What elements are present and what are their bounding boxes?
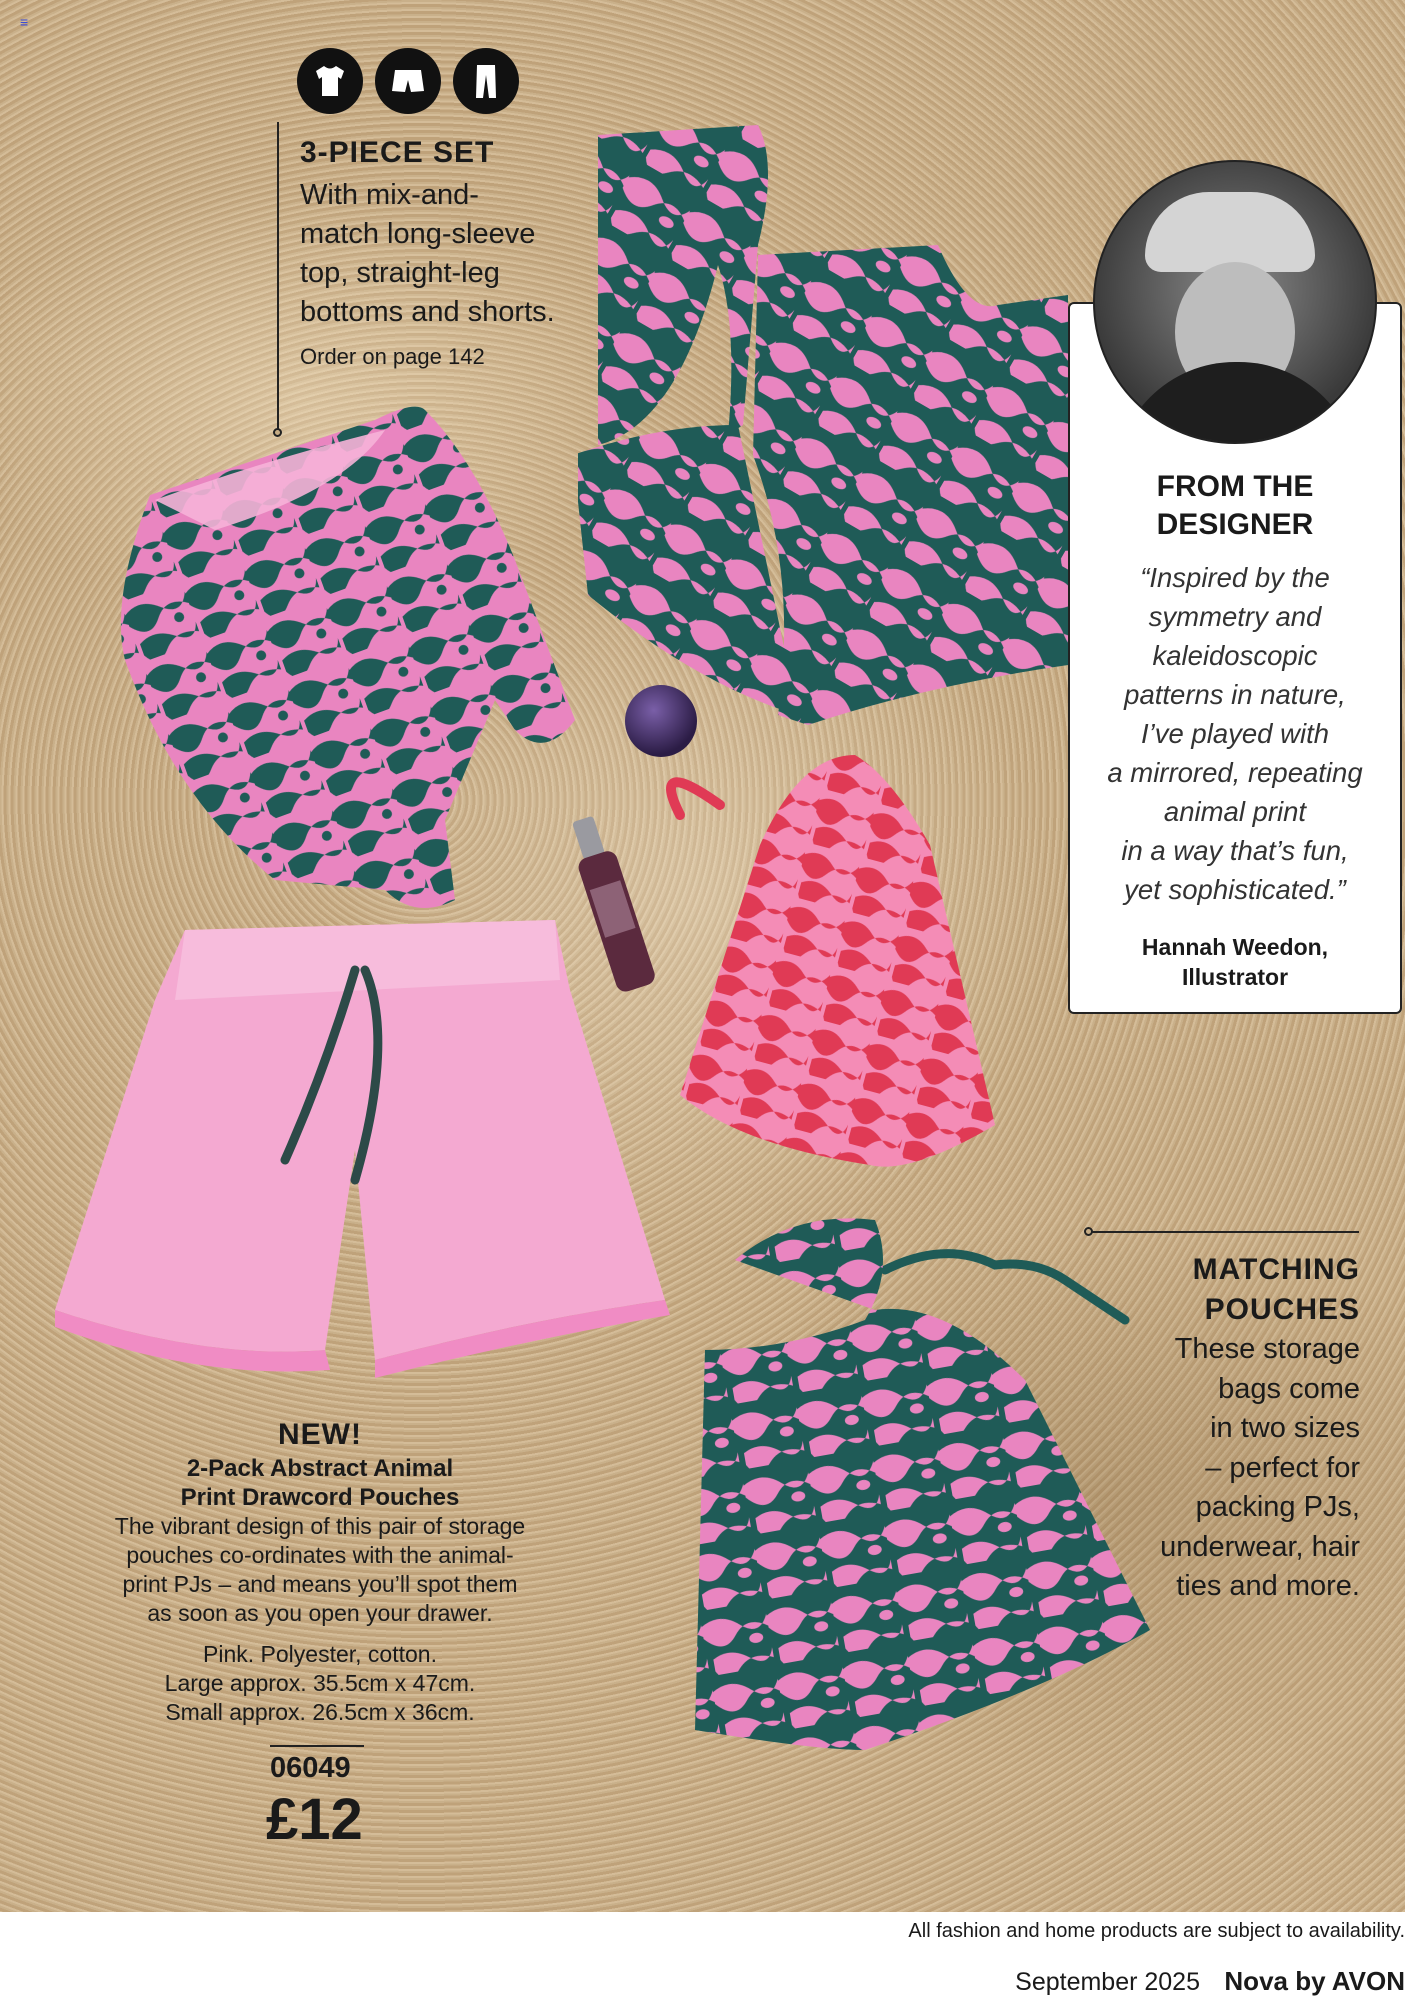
product-price: £12 — [266, 1787, 363, 1852]
beanie-shape — [1145, 192, 1315, 272]
designer-heading-line: DESIGNER — [1156, 508, 1314, 541]
new-badge: NEW! — [278, 1418, 362, 1451]
pyjama-bottoms-image — [578, 125, 1078, 725]
product-specs — [40, 1640, 600, 1727]
set-title: 3-PIECE SET — [300, 136, 495, 169]
availability-note: All fashion and home products are subject to availability. — [908, 1920, 1405, 1942]
coat-shape — [1115, 362, 1359, 444]
pouches-title-line: POUCHES — [1204, 1293, 1360, 1326]
pouches-title — [1060, 1250, 1360, 1330]
designer-role: Illustrator — [1181, 964, 1289, 990]
product-description — [40, 1512, 600, 1628]
spec-line: Large approx. 35.5cm x 47cm. — [164, 1670, 476, 1696]
pouches-callout-line — [1091, 1231, 1359, 1233]
spec-line: Small approx. 26.5cm x 36cm. — [165, 1699, 475, 1725]
red-pouch-image — [660, 745, 1010, 1175]
set-line: top, straight-leg — [300, 257, 500, 289]
set-description — [300, 176, 555, 332]
tshirt-icon — [297, 48, 363, 114]
designer-photo — [1093, 160, 1377, 444]
pouches-line: in two sizes — [1210, 1412, 1360, 1444]
desc-line: The vibrant design of this pair of storage — [114, 1513, 526, 1539]
price-divider — [270, 1745, 364, 1747]
product-code: 06049 — [270, 1752, 351, 1784]
long-sleeve-top-image — [115, 400, 585, 920]
pouches-line: packing PJs, — [1195, 1491, 1360, 1523]
designer-heading — [1070, 468, 1400, 544]
set-line: bottoms and shorts. — [300, 296, 555, 328]
brand-logo: Nova by AVON — [1224, 1966, 1405, 1996]
quote-line: animal print — [1163, 796, 1307, 827]
product-name — [60, 1454, 580, 1512]
quote-line: in a way that’s fun, — [1121, 835, 1349, 866]
quote-line: patterns in nature, — [1124, 679, 1346, 710]
desc-line: as soon as you open your drawer. — [147, 1600, 493, 1626]
designer-quote — [1070, 558, 1400, 909]
designer-credit — [1070, 932, 1400, 992]
pink-shorts-image — [55, 920, 675, 1380]
product-name-line: 2-Pack Abstract Animal — [186, 1455, 454, 1482]
designer-name: Hannah Weedon, — [1141, 934, 1329, 960]
menu-icon[interactable]: ≡ — [20, 14, 29, 30]
spec-line: Pink. Polyester, cotton. — [203, 1641, 437, 1667]
pouches-title-line: MATCHING — [1192, 1253, 1360, 1286]
pouches-line: These storage — [1174, 1333, 1360, 1365]
desc-line: pouches co-ordinates with the animal- — [126, 1542, 514, 1568]
pouches-line: – perfect for — [1205, 1451, 1360, 1484]
quote-line: a mirrored, repeating — [1107, 757, 1363, 788]
set-line: With mix-and- — [300, 179, 479, 211]
quote-line: kaleidoscopic — [1152, 640, 1318, 671]
product-name-line: Print Drawcord Pouches — [180, 1484, 460, 1511]
issue-date: September 2025 — [1015, 1968, 1200, 1996]
quote-line: symmetry and — [1148, 601, 1322, 632]
pouches-description — [1040, 1330, 1360, 1607]
desc-line: print PJs – and means you’ll spot them — [122, 1571, 518, 1597]
set-line: match long-sleeve — [300, 218, 536, 250]
shorts-icon — [375, 48, 441, 114]
pouches-callout-dot — [1084, 1227, 1093, 1236]
pouches-line: underwear, hair — [1160, 1530, 1360, 1563]
trousers-icon — [453, 48, 519, 114]
pouches-line: bags come — [1218, 1372, 1360, 1405]
quote-line: yet sophisticated.” — [1124, 874, 1346, 905]
quote-line: “Inspired by the — [1140, 562, 1330, 593]
designer-heading-line: FROM THE — [1156, 470, 1314, 503]
set-callout-line — [277, 122, 279, 430]
quote-line: I’ve played with — [1140, 718, 1329, 749]
order-page-link[interactable]: Order on page 142 — [300, 344, 485, 369]
pouches-line: ties and more. — [1176, 1570, 1360, 1602]
